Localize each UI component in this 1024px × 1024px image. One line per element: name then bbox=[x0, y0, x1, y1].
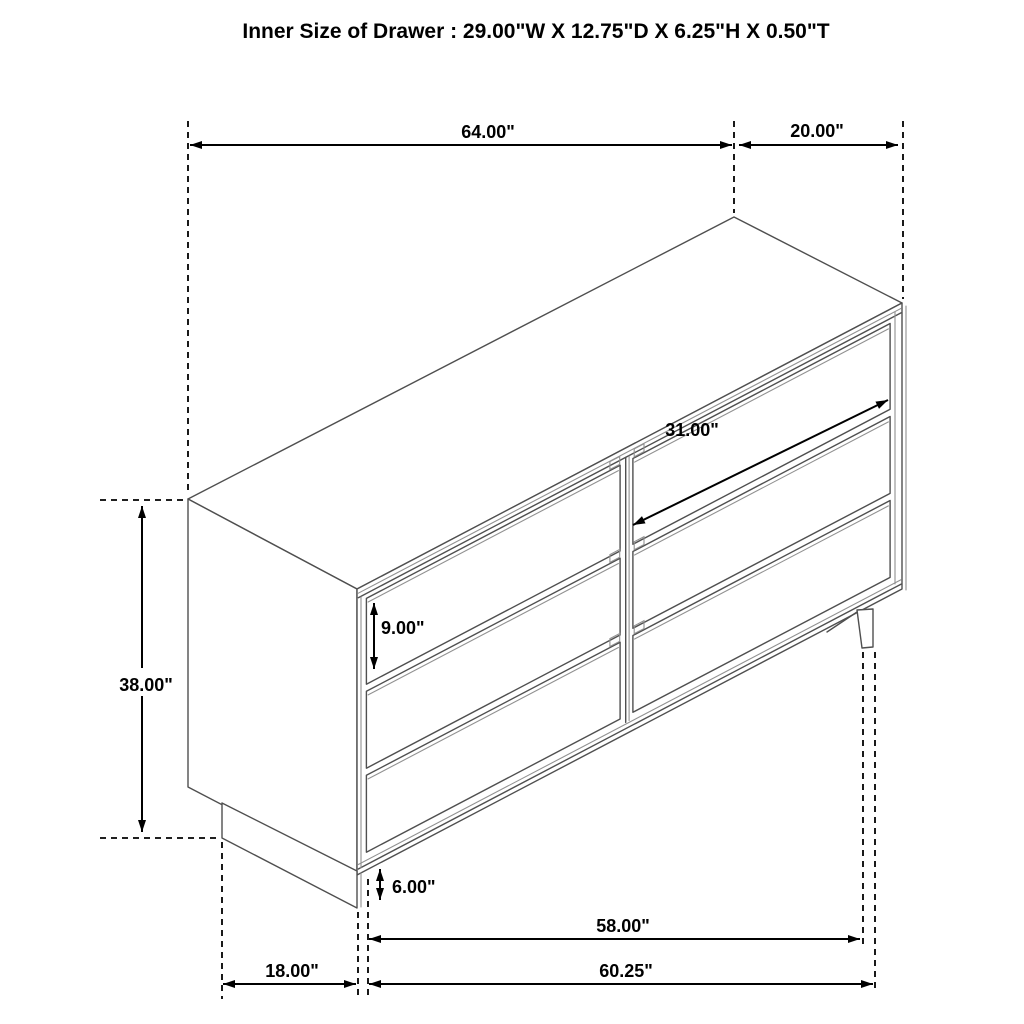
dim-base-depth bbox=[223, 961, 356, 984]
diagram-title: Inner Size of Drawer : 29.00"W X 12.75"D X 6.25"H X 0.50"T bbox=[242, 20, 830, 43]
dim-overall-width-label: 64.00" bbox=[461, 122, 515, 142]
dim-leg-span-label: 58.00" bbox=[596, 916, 650, 936]
dim-leg-span bbox=[369, 916, 860, 939]
dim-drawer-width-label: 31.00" bbox=[665, 420, 719, 440]
dim-drawer-height-label: 9.00" bbox=[381, 618, 425, 638]
dim-base-outer-width bbox=[369, 961, 873, 984]
dim-base-depth-label: 18.00" bbox=[265, 961, 319, 981]
dim-base-height bbox=[380, 869, 436, 900]
dresser-drawing bbox=[188, 217, 906, 908]
dim-overall-depth-label: 20.00" bbox=[790, 121, 844, 141]
rear-leg bbox=[857, 609, 873, 648]
dim-base-outer-width-label: 60.25" bbox=[599, 961, 653, 981]
dim-overall-depth bbox=[739, 121, 898, 145]
dim-overall-width bbox=[190, 122, 732, 145]
dim-base-height-label: 6.00" bbox=[392, 877, 436, 897]
dim-overall-height bbox=[112, 506, 180, 832]
dim-overall-height-label: 38.00" bbox=[119, 675, 173, 695]
